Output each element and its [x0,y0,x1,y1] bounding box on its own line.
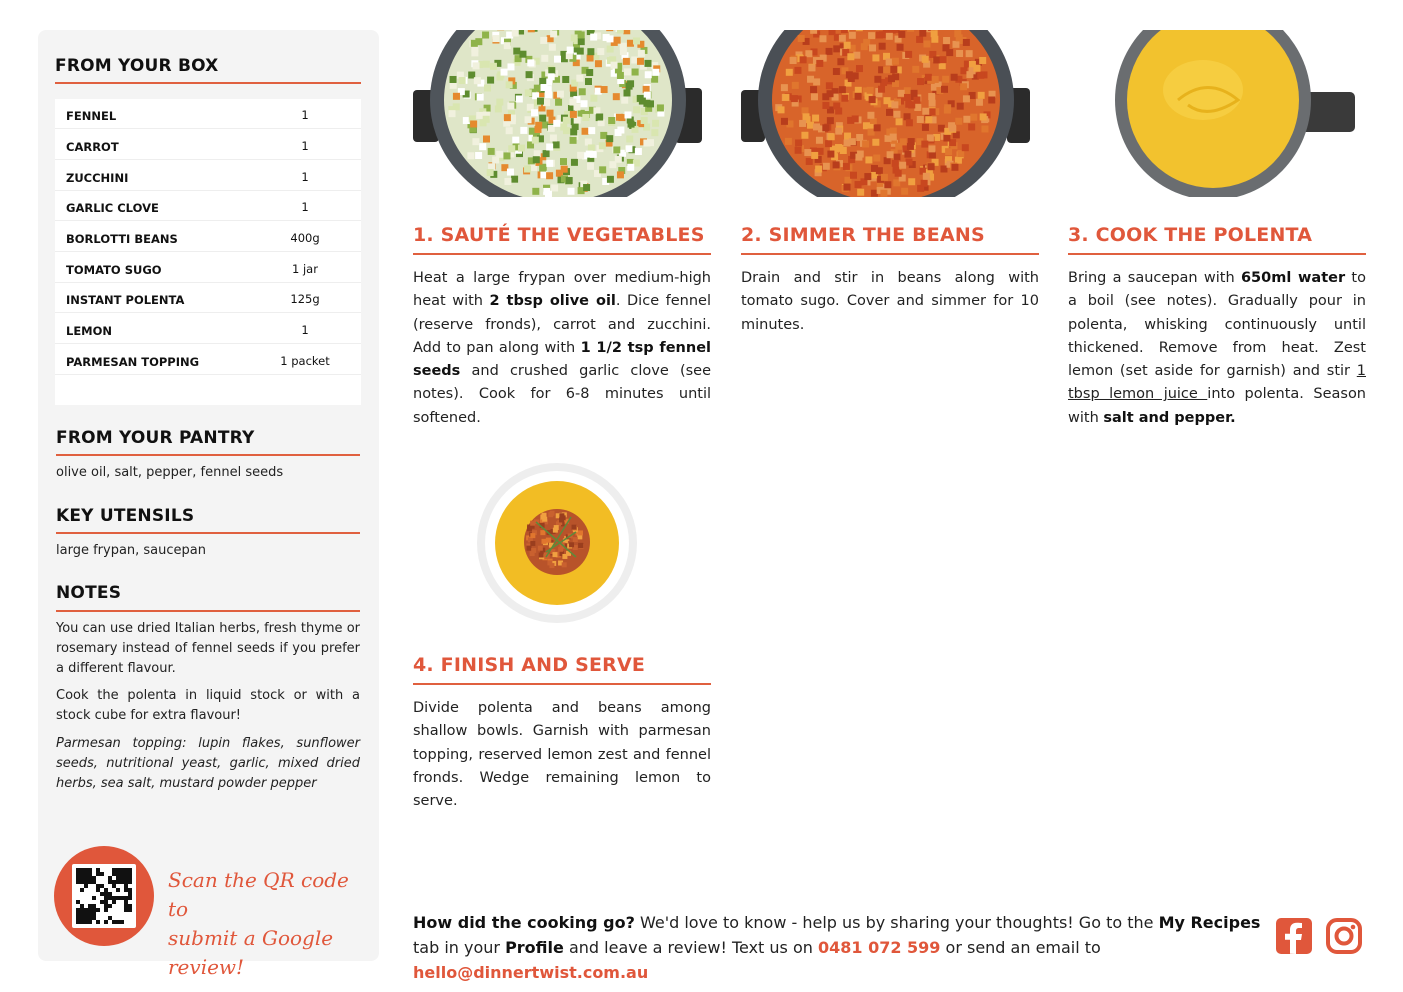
ingredient-name: FENNEL [66,109,117,123]
box-heading: FROM YOUR BOX [55,56,219,76]
ingredient-qty: 1 [301,323,309,337]
text-run: or send an email to [940,938,1101,957]
text-run: tab in your [413,938,506,957]
text-run: How did the cooking go? [413,913,635,932]
step-1-title: 1. SAUTÉ THE VEGETABLES [413,224,705,246]
table-row [55,314,361,344]
text-run: We'd love to know - help us by sharing your thoughts! Go to the [634,913,1159,932]
qr-caption [168,866,368,982]
step-4-text [413,697,711,813]
text-run: 1 tbsp lemon juice [1068,363,1366,403]
ingredient-qty: 400g [290,231,320,245]
text-run: My Recipes [1158,913,1261,932]
text-run: into polenta. Season with [1068,386,1366,426]
ingredient-qty: 125g [290,292,320,306]
instagram-icon[interactable] [1325,917,1363,955]
text-run: Bring a saucepan with [1068,270,1241,286]
ingredient-qty: 1 [301,139,309,153]
text-run: to a boil (see notes). Gradually pour in polenta, whisking continuously until thickened. Remove from heat. Zest lemon (set aside for garnish) and stir [1068,270,1366,380]
step-3-text [1068,267,1366,430]
table-row [55,161,361,191]
table-row [55,99,361,129]
utensils-heading-rule [56,532,360,534]
step-2-text [741,267,1039,337]
text-run: Profile [505,938,564,957]
step-2-photo [741,30,1030,197]
table-row [55,191,361,221]
ingredient-qty: 1 [301,200,309,214]
text-run: and leave a review! Text us on [563,938,818,957]
text-run: Drain and stir in beans along with tomato sugo. Cover and simmer for 10 minutes. [741,270,1039,333]
ingredient-name: LEMON [66,324,113,338]
table-row [55,222,361,252]
ingredient-name: PARMESAN TOPPING [66,355,200,369]
qr-code[interactable] [72,864,136,928]
ingredient-qty: 1 jar [292,262,318,276]
contact-link[interactable]: 0481 072 599 [817,938,941,957]
ingredient-name: INSTANT POLENTA [66,293,185,307]
pantry-text: olive oil, salt, pepper, fennel seeds [56,465,284,480]
note-item: Parmesan topping: lupin flakes, sunflower seeds, nutritional yeast, garlic, mixed dried herbs, sea salt, mustard powder pepper [56,736,360,791]
step-1-photo [413,30,702,197]
qr-caption-line: submit a Google review! [168,926,334,979]
box-heading-rule [55,82,361,84]
utensils-heading: KEY UTENSILS [56,506,195,526]
text-run: Divide polenta and beans among shallow bowls. Garnish with parmesan topping, reserved lemon zest and fennel fronds. Wedge remaining lemon to serve. [413,700,711,810]
step-3-title: 3. COOK THE POLENTA [1068,224,1313,246]
text-run: 1 1/2 tsp fennel seeds [413,339,711,380]
ingredient-qty: 1 [301,170,309,184]
qr-badge [54,846,154,946]
pantry-heading-rule [56,454,360,456]
note-item: You can use dried Italian herbs, fresh thyme or rosemary instead of fennel seeds if you prefer a different flavour. [56,621,360,676]
pantry-heading: FROM YOUR PANTRY [56,428,255,448]
ingredient-name: BORLOTTI BEANS [66,232,178,246]
review-footer-text [413,910,1263,985]
table-row [55,283,361,313]
text-run: and crushed garlic clove (see notes). Cook for 6-8 minutes until softened. [413,363,711,426]
facebook-icon[interactable] [1275,917,1313,955]
ingredient-qty: 1 packet [280,354,330,368]
text-run: Heat a large frypan over medium-high heat with [413,270,711,310]
ingredient-name: CARROT [66,140,119,154]
ingredient-name: ZUCCHINI [66,171,129,185]
box-ingredients-table [55,99,361,405]
ingredient-name: TOMATO SUGO [66,263,162,277]
step-4-photo [476,462,638,624]
notes-heading: NOTES [56,583,122,603]
qr-pattern [76,868,132,924]
qr-caption-line: Scan the QR code to [168,868,349,921]
table-row [55,253,361,283]
step-1-text [413,267,711,430]
text-run: 650ml water [1240,270,1346,286]
step-1-rule [413,253,711,255]
ingredients-sidebar [38,30,379,979]
utensils-text: large frypan, saucepan [56,543,206,558]
ingredient-name: GARLIC CLOVE [66,201,159,215]
text-run: 2 tbsp olive oil [489,293,616,310]
text-run: salt and pepper. [1103,409,1236,426]
ingredient-qty: 1 [301,108,309,122]
step-3-rule [1068,253,1366,255]
table-row [55,130,361,160]
table-row [55,345,361,375]
step-3-photo [1068,30,1357,197]
step-4-rule [413,683,711,685]
step-2-title: 2. SIMMER THE BEANS [741,224,985,246]
notes-heading-rule [56,610,360,612]
step-4-title: 4. FINISH AND SERVE [413,654,646,676]
note-item: Cook the polenta in liquid stock or with a stock cube for extra flavour! [56,688,360,723]
text-run: . Dice fennel (reserve fronds), carrot and zucchini. Add to pan along with [413,293,711,356]
step-2-rule [741,253,1039,255]
contact-link[interactable]: hello@dinnertwist.com.au [413,963,649,982]
